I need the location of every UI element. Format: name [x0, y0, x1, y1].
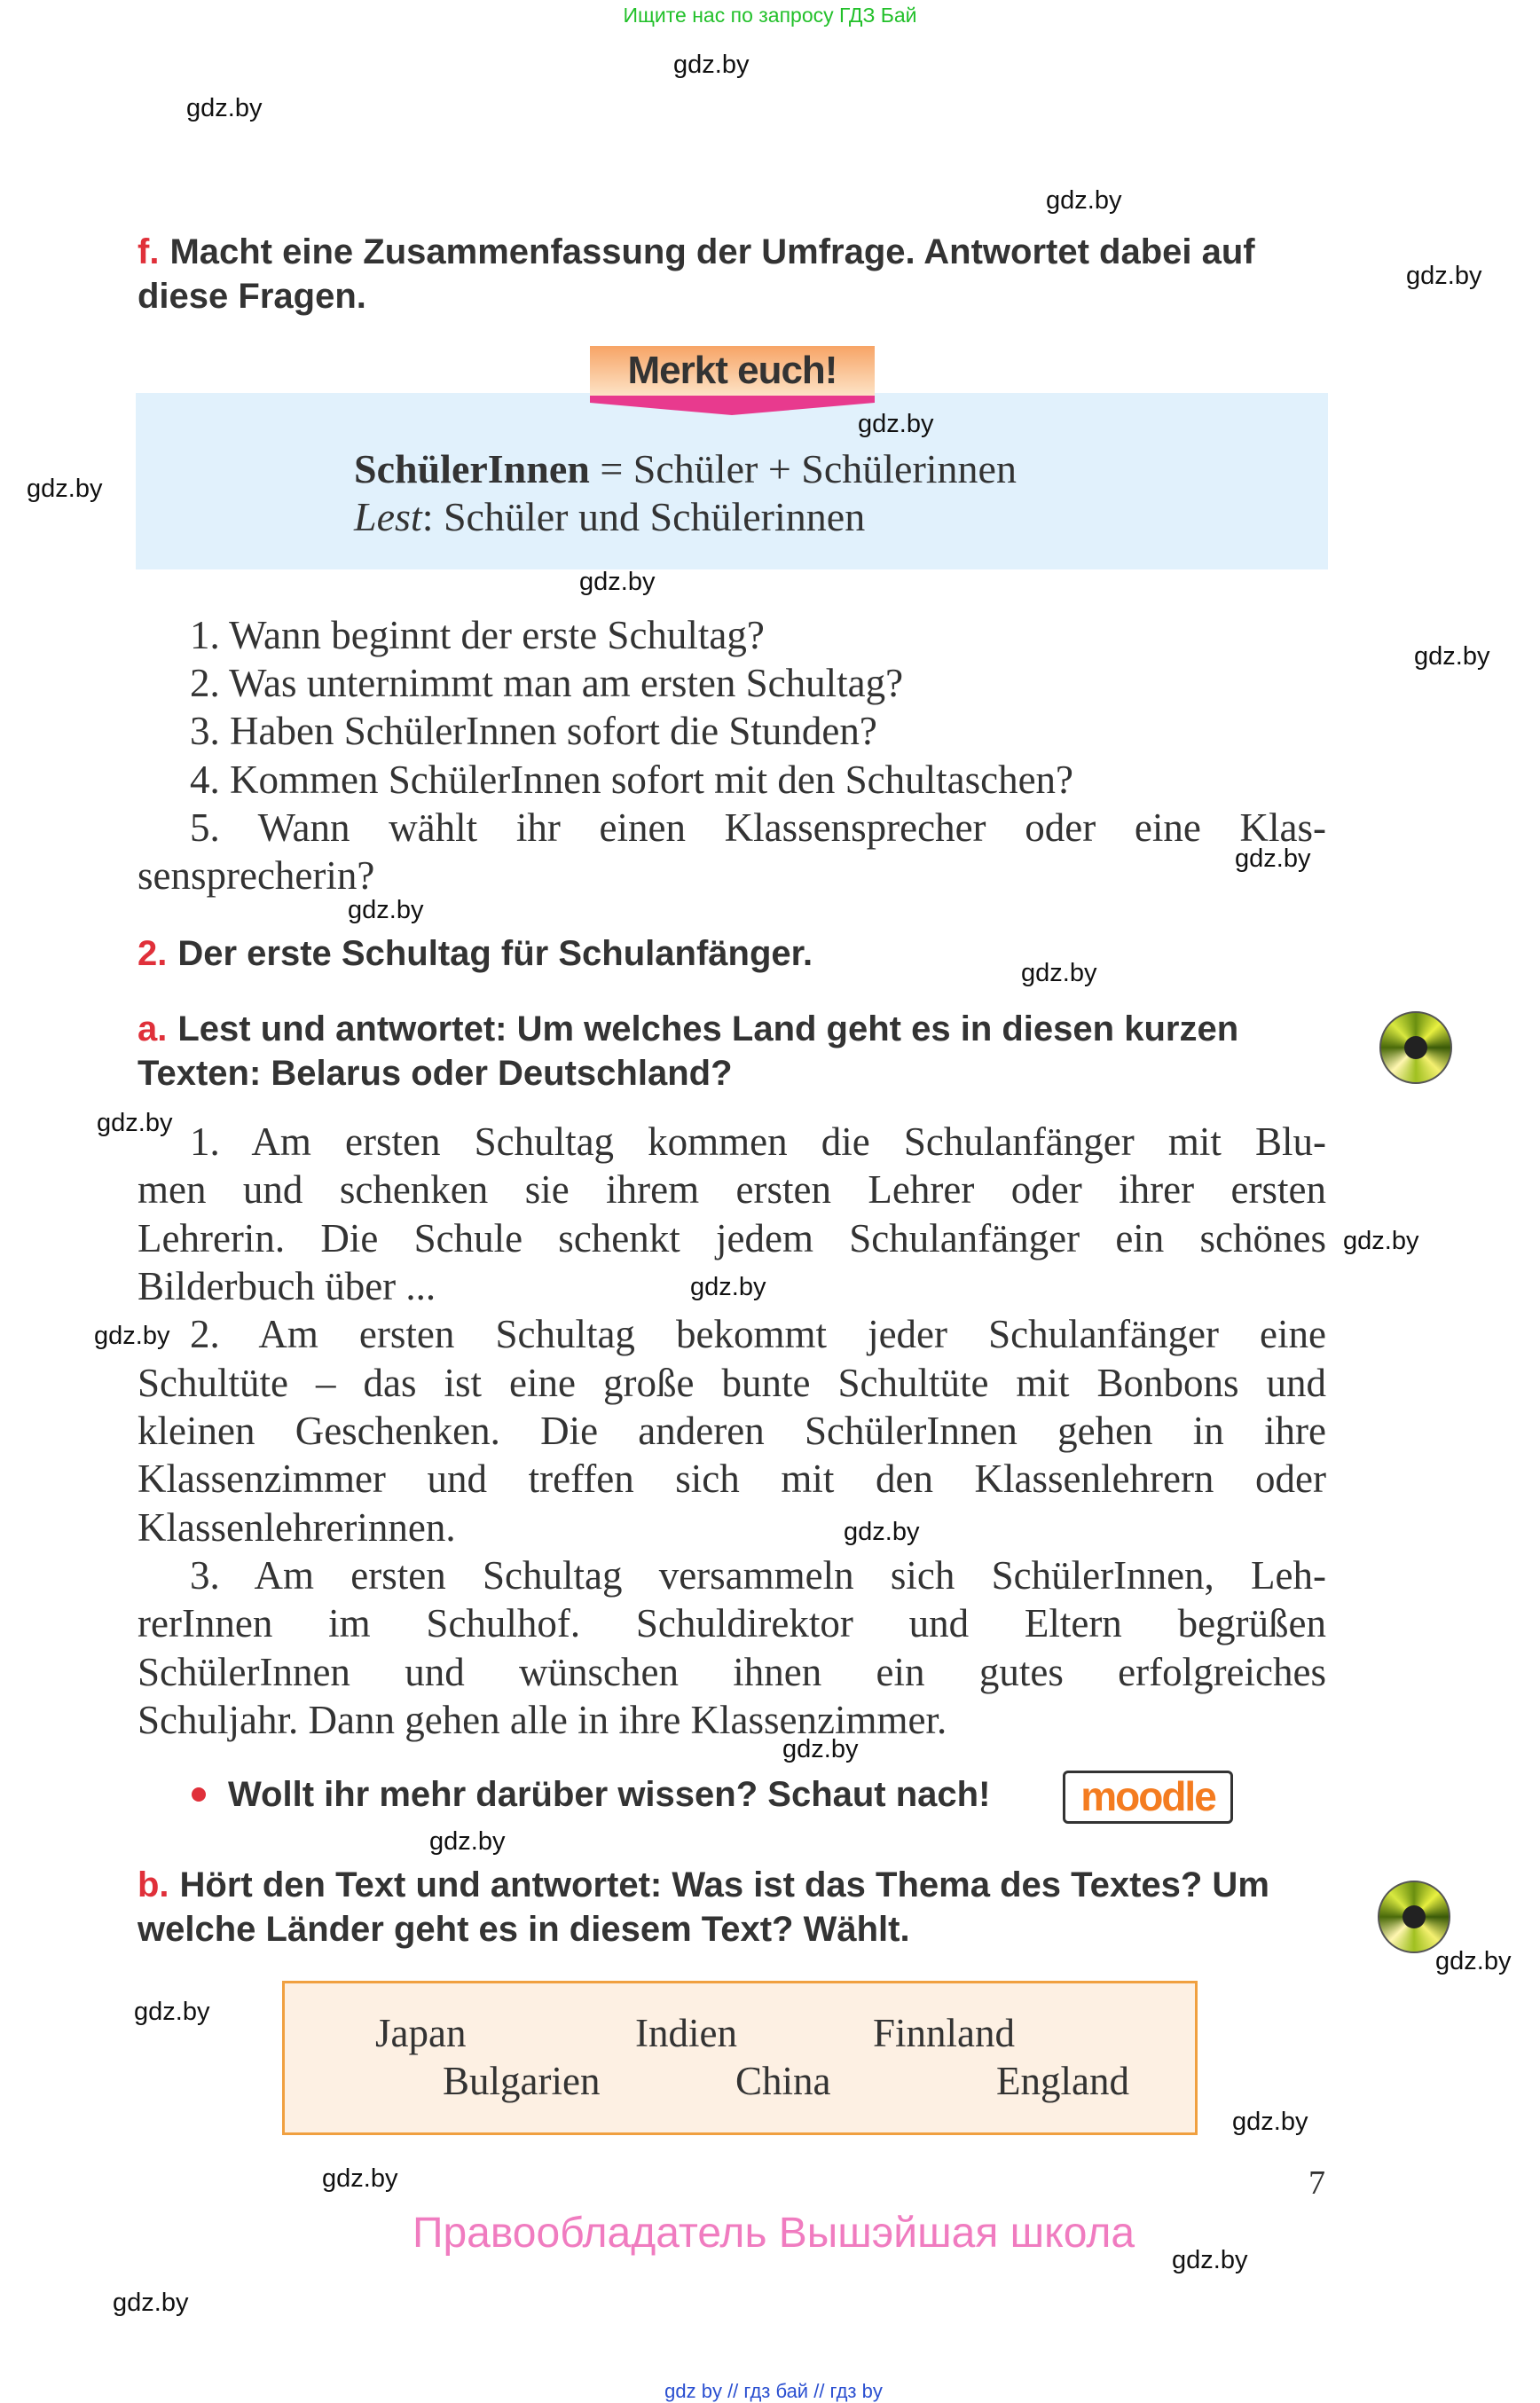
text-line: rerInnen im Schulhof. Schuldirektor und Eltern begrüßen	[138, 1601, 1326, 1645]
task-marker: 2.	[138, 934, 168, 973]
lest-text: : Schüler und Schülerinnen	[421, 494, 866, 539]
text-line: SchülerInnen und wünschen ihnen ein gutes erfolgreiches	[138, 1650, 1326, 1694]
text-line: Lehrerin. Die Schule schenkt jedem Schulanfänger ein schönes	[138, 1216, 1326, 1260]
definition: = Schüler + Schülerinnen	[589, 446, 1017, 491]
watermark: gdz.by	[186, 94, 263, 122]
watermark: gdz.by	[1021, 959, 1097, 987]
task-marker: a.	[138, 1009, 168, 1048]
task-a-heading	[138, 1007, 1331, 1095]
merkt-title: Merkt euch!	[590, 346, 875, 396]
question-item: 1. Wann beginnt der erste Schultag?	[190, 613, 765, 657]
question-item: 2. Was unternimmt man am ersten Schultag?	[190, 661, 904, 705]
watermark: gdz.by	[97, 1109, 173, 1137]
text-line: 1. Am ersten Schultag kommen die Schulanfänger mit Blu-	[190, 1119, 1326, 1164]
country: Finnland	[873, 2011, 1016, 2055]
heading-line: Texten: Belarus oder Deutschland?	[138, 1054, 733, 1093]
watermark: gdz.by	[1414, 642, 1490, 671]
bullet-icon	[192, 1787, 206, 1802]
watermark: gdz.by	[858, 410, 934, 438]
watermark: gdz.by	[1406, 262, 1482, 290]
watermark: gdz.by	[1435, 1947, 1512, 1975]
heading-line: welche Länder geht es in diesem Text? Wählt.	[138, 1910, 910, 1949]
watermark: gdz.by	[1046, 186, 1122, 215]
task-f-heading	[138, 230, 1331, 318]
lest-label: Lest	[354, 494, 422, 539]
merkt-line-1	[354, 445, 1540, 493]
heading-line: Hört den Text und antwortet: Was ist das Thema des Textes? Um	[179, 1865, 1269, 1904]
audio-cd-icon[interactable]	[1378, 1881, 1450, 1953]
watermark: gdz.by	[844, 1518, 920, 1546]
watermark: gdz.by	[94, 1322, 170, 1350]
text-line: Klassenzimmer und treffen sich mit den Klassenlehrern oder	[138, 1457, 1326, 1501]
audio-cd-icon[interactable]	[1379, 1011, 1452, 1084]
footer-links[interactable]: gdz by // гдз бай // гдз by	[664, 2380, 883, 2402]
question-item: sensprecherin?	[138, 853, 375, 898]
text-line: Schultüte – das ist eine große bunte Schultüte mit Bonbons und	[138, 1361, 1326, 1405]
task-b-heading	[138, 1863, 1331, 1951]
watermark: gdz.by	[27, 475, 103, 503]
more-info-text: Wollt ihr mehr darüber wissen? Schaut nach!	[228, 1775, 991, 1814]
watermark: gdz.by	[690, 1273, 766, 1301]
watermark: gdz.by	[348, 896, 424, 924]
heading-line: Macht eine Zusammenfassung der Umfrage. Antwortet dabei auf	[169, 232, 1255, 271]
task-2-heading	[138, 931, 1331, 976]
watermark: gdz.by	[1232, 2108, 1308, 2136]
term: SchülerInnen	[354, 446, 590, 491]
text-line: kleinen Geschenken. Die anderen SchülerInnen gehen in ihre	[138, 1409, 1326, 1453]
country: Indien	[635, 2011, 737, 2055]
question-item: 4. Kommen SchülerInnen sofort mit den Schultaschen?	[190, 758, 1074, 802]
moodle-logo-link[interactable]: moodle	[1063, 1771, 1233, 1824]
task-marker: f.	[138, 232, 160, 271]
merkt-arrow-icon	[590, 396, 875, 415]
country: Bulgarien	[443, 2059, 601, 2103]
country: China	[735, 2059, 831, 2103]
watermark: gdz.by	[1235, 844, 1311, 873]
text-line: Schuljahr. Dann gehen alle in ihre Klassenzimmer.	[138, 1698, 947, 1742]
text-line: men und schenken sie ihrem ersten Lehrer oder ihrer ersten	[138, 1167, 1326, 1212]
text-line: Klassenlehrerinnen.	[138, 1505, 456, 1550]
watermark: gdz.by	[782, 1735, 859, 1763]
heading-text: Der erste Schultag für Schulanfänger.	[177, 934, 813, 973]
heading-line: Lest und antwortet: Um welches Land geht es in diesen kurzen	[177, 1009, 1239, 1048]
page-number: 7	[1308, 2164, 1325, 2202]
watermark: gdz.by	[579, 568, 656, 596]
watermark: gdz.by	[1343, 1227, 1419, 1255]
watermark: gdz.by	[113, 2289, 189, 2317]
merkt-line-2	[354, 493, 1540, 541]
copyright-notice: Правообладатель Вышэйшая школа	[412, 2210, 1135, 2257]
heading-line: diese Fragen.	[138, 277, 366, 316]
watermark: gdz.by	[429, 1827, 506, 1856]
country: England	[996, 2059, 1129, 2103]
watermark: gdz.by	[134, 1998, 210, 2026]
text-line: 2. Am ersten Schultag bekommt jeder Schulanfänger eine	[190, 1312, 1326, 1356]
watermark: gdz.by	[1172, 2246, 1248, 2274]
task-marker: b.	[138, 1865, 169, 1904]
text-line: Bilderbuch über ...	[138, 1264, 436, 1308]
text-line: 3. Am ersten Schultag versammeln sich SchülerInnen, Leh-	[190, 1553, 1326, 1598]
question-item: 5. Wann wählt ihr einen Klassensprecher oder eine Klas-	[190, 805, 1326, 850]
country: Japan	[375, 2011, 467, 2055]
top-banner[interactable]: Ищите нас по запросу ГДЗ Бай	[623, 4, 917, 27]
watermark: gdz.by	[673, 51, 750, 79]
question-item: 3. Haben SchülerInnen sofort die Stunden?	[190, 709, 877, 753]
watermark: gdz.by	[322, 2164, 398, 2193]
